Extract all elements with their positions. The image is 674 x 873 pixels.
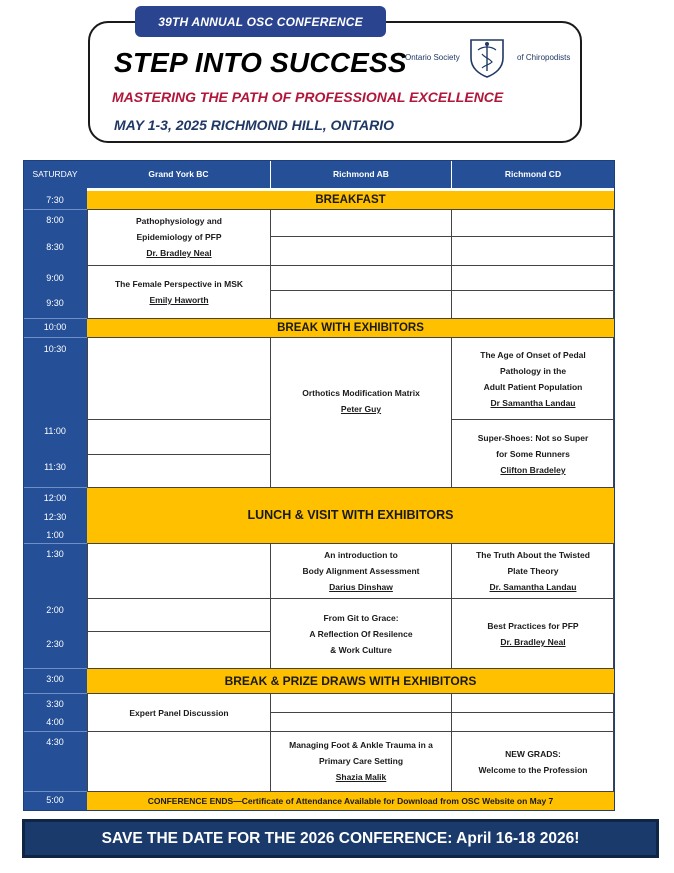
schedule-border [23,160,615,811]
session-title: Orthotics Modification Matrix [302,388,420,398]
session-title: Pathology in the [499,366,567,376]
page-subtitle: MASTERING THE PATH OF PROFESSIONAL EXCELLENCE [112,89,504,105]
lunch-band: LUNCH & VISIT WITH EXHIBITORS [87,487,614,543]
session-title: From Git to Grace: [323,613,399,623]
room-header-richmond-cd: Richmond CD [452,160,614,188]
session-title: A Reflection Of Resilence [309,629,413,639]
prize-break-band: BREAK & PRIZE DRAWS WITH EXHIBITORS [87,668,614,693]
session-title: Plate Theory [507,566,559,576]
time-label: 2:30 [46,639,64,649]
session-title: NEW GRADS: [505,749,561,759]
session-speaker: Dr Samantha Landau [490,398,576,408]
session-title: Adult Patient Population [483,382,583,392]
time-label: 10:30 [43,344,67,354]
session-speaker: Dr. Bradley Neal [500,637,566,647]
session-title: The Female Perspective in MSK [114,279,244,289]
session-title: The Age of Onset of Pedal [480,350,586,360]
time-label: 7:30 [46,195,64,205]
breakfast-band: BREAKFAST [87,191,614,209]
time-label: 3:30 [46,699,64,709]
time-label: 11:30 [44,462,66,472]
session-title: Expert Panel Discussion [129,708,229,718]
time-label: 3:00 [46,674,64,684]
time-label: 4:00 [46,717,64,727]
save-the-date-banner: SAVE THE DATE FOR THE 2026 CONFERENCE: April 16-18 2026! [22,819,659,858]
time-label: 12:30 [43,512,67,522]
session-speaker: Clifton Bradeley [500,465,566,475]
closing-band: CONFERENCE ENDS—Certificate of Attendance Available for Download from OSC Website on May 7 [87,791,614,810]
page-title: STEP INTO SUCCESS [114,47,407,78]
session-title: An introduction to [324,550,398,560]
day-header: SATURDAY [32,169,78,179]
time-label: 11:00 [44,426,66,436]
osc-logo-icon [466,36,508,78]
session-title: Body Alignment Assessment [302,566,420,576]
session-title: Best Practices for PFP [487,621,579,631]
session-title: for Some Runners [496,449,570,459]
session-speaker: Peter Guy [340,404,382,414]
time-label: 1:00 [46,530,64,540]
session-title: Epidemiology of PFP [136,232,222,242]
org-name-right: of Chiropodists [517,53,571,62]
time-label: 8:00 [46,215,64,225]
time-label: 8:30 [46,242,64,252]
session-speaker: Dr. Bradley Neal [146,248,212,258]
time-label: 5:00 [46,795,64,805]
time-label: 10:00 [43,322,67,332]
time-label: 4:30 [46,737,64,747]
conference-dates: MAY 1-3, 2025 RICHMOND HILL, ONTARIO [114,117,395,133]
session-speaker: Emily Haworth [149,295,209,305]
session-title: Pathophysiology and [136,216,222,226]
time-label: 1:30 [46,549,64,559]
session-speaker: Dr. Samantha Landau [489,582,577,592]
session-title: The Truth About the Twisted [476,550,590,560]
time-label: 12:00 [43,493,67,503]
room-header-richmond-ab: Richmond AB [271,160,451,188]
conference-badge: 39TH ANNUAL OSC CONFERENCE [135,6,386,37]
time-label: 9:00 [46,273,64,283]
time-label: 9:30 [46,298,64,308]
session-title: & Work Culture [330,645,392,655]
org-name-left: Ontario Society [405,53,460,62]
session-title: Welcome to the Profession [478,765,588,775]
room-header-grand-york: Grand York BC [87,160,270,188]
session-speaker: Darius Dinshaw [329,582,393,592]
break-band: BREAK WITH EXHIBITORS [87,318,614,337]
session-title: Super-Shoes: Not so Super [477,433,589,443]
session-title: Primary Care Setting [318,756,404,766]
session-title: Managing Foot & Ankle Trauma in a [289,740,433,750]
session-speaker: Shazia Malik [335,772,387,782]
time-label: 2:00 [46,605,64,615]
